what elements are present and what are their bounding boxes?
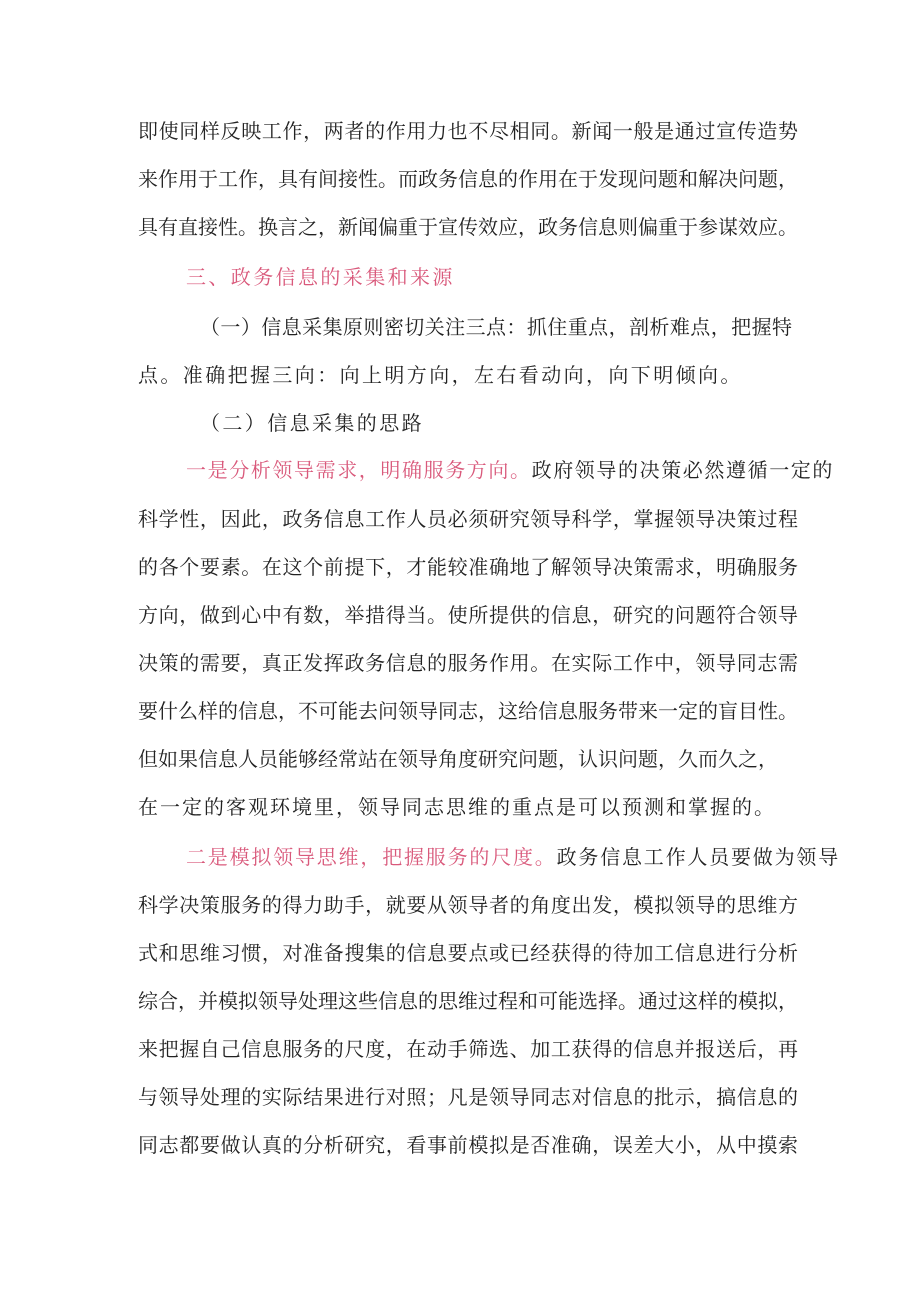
- body-line: 方向，做到心中有数，举措得当。使所提供的信息，研究的问题符合领导: [138, 603, 798, 627]
- body-line: 的各个要素。在这个前提下，才能较准确地了解领导决策需求，明确服务: [138, 555, 798, 579]
- subsection-line: 点。准确把握三向：向上明方向，左右看动向，向下明倾向。: [138, 363, 743, 387]
- body-line: 决策的需要，真正发挥政务信息的服务作用。在实际工作中，领导同志需: [138, 651, 798, 675]
- subsection-heading: （二）信息采集的思路: [200, 411, 424, 435]
- body-line: 即使同样反映工作，两者的作用力也不尽相同。新闻一般是通过宣传造势: [138, 119, 798, 143]
- body-line: 要什么样的信息，不可能去问领导同志，这给信息服务带来一定的盲目性。: [138, 699, 798, 723]
- section-heading: 三、政务信息的采集和来源: [186, 265, 455, 289]
- body-line: 科学性，因此，政务信息工作人员必须研究领导科学，掌握领导决策过程: [138, 507, 798, 531]
- paragraph-lead-line: [186, 458, 834, 482]
- paragraph-lead: 一是分析领导需求，明确服务方向。: [186, 458, 532, 482]
- body-line: 同志都要做认真的分析研究，看事前模拟是否准确，误差大小，从中摸索: [138, 1133, 798, 1157]
- body-line: 综合，并模拟领导处理这些信息的思维过程和可能选择。通过这样的模拟，: [138, 989, 798, 1013]
- body-line: 具有直接性。换言之，新闻偏重于宣传效应，政务信息则偏重于参谋效应。: [138, 215, 798, 239]
- body-line: 科学决策服务的得力助手，就要从领导者的角度出发，模拟领导的思维方: [138, 893, 798, 917]
- body-line: 在一定的客观环境里，领导同志思维的重点是可以预测和掌握的。: [138, 795, 776, 819]
- paragraph-lead: 二是模拟领导思维，把握服务的尺度。: [186, 845, 557, 869]
- body-line: 来作用于工作，具有间接性。而政务信息的作用在于发现问题和解决问题，: [138, 167, 798, 191]
- body-line: 来把握自己信息服务的尺度，在动手筛选、加工获得的信息并报送后，再: [138, 1037, 798, 1061]
- paragraph-lead-rest: 政务信息工作人员要做为领导: [556, 845, 841, 869]
- paragraph-lead-line: [186, 845, 840, 869]
- subsection-line: （一）信息采集原则密切关注三点：抓住重点，剖析难点，把握特: [200, 315, 792, 339]
- body-line: 式和思维习惯，对准备搜集的信息要点或已经获得的待加工信息进行分析: [138, 941, 798, 965]
- paragraph-lead-rest: 政府领导的决策必然遵循一定的: [531, 458, 835, 482]
- body-line: 与领导处理的实际结果进行对照；凡是领导同志对信息的批示，搞信息的: [138, 1085, 798, 1109]
- body-line: 但如果信息人员能够经常站在领导角度研究问题，认识问题，久而久之，: [138, 747, 778, 771]
